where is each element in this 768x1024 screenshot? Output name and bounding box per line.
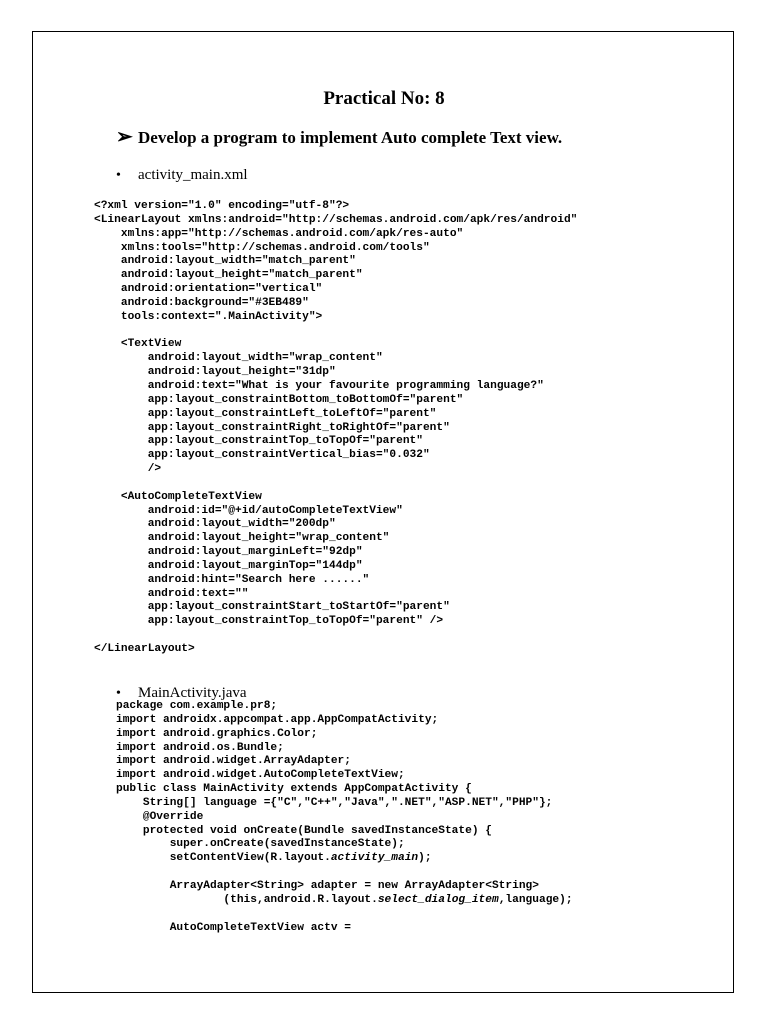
xml-file-heading	[116, 167, 248, 184]
code-line: import android.widget.AutoCompleteTextView;	[116, 769, 405, 782]
code-line: <TextView	[94, 338, 182, 351]
code-line: String[] language ={"C","C++","Java",".NET","ASP.NET","PHP"};	[116, 796, 553, 809]
code-line: </LinearLayout>	[94, 643, 195, 655]
code-line: android:id="@+id/autoCompleteTextView"	[94, 504, 403, 517]
code-line: <LinearLayout xmlns:android="http://schemas.android.com/apk/res/android"	[94, 213, 578, 226]
code-line: super.onCreate(savedInstanceState);	[116, 838, 405, 851]
code-line: app:layout_constraintTop_toTopOf="parent" />	[94, 615, 444, 628]
code-line: @Override	[116, 810, 204, 823]
java-file-label: MainActivity.java	[138, 685, 247, 701]
code-line: android:layout_marginTop="144dp"	[94, 559, 363, 572]
code-line: app:layout_constraintLeft_toLeftOf="parent"	[94, 407, 437, 420]
code-line: android:layout_height="31dp"	[94, 366, 336, 379]
code-line: android:hint="Search here ......"	[94, 573, 370, 586]
code-line: app:layout_constraintRight_toRightOf="parent"	[94, 421, 450, 434]
code-line: (this,android.R.layout.select_dialog_item,language);	[116, 893, 573, 906]
code-line: app:layout_constraintVertical_bias="0.032"	[94, 449, 430, 462]
code-line: android:layout_width="wrap_content"	[94, 352, 383, 365]
code-line: android:background="#3EB489"	[94, 296, 309, 309]
code-line: import android.widget.ArrayAdapter;	[116, 755, 351, 768]
code-line: protected void onCreate(Bundle savedInstanceState) {	[116, 824, 492, 837]
code-line: android:layout_width="match_parent"	[94, 255, 356, 268]
code-line: tools:context=".MainActivity">	[94, 310, 323, 323]
bullet-dot-icon: •	[116, 168, 121, 183]
code-line: <AutoCompleteTextView	[94, 490, 262, 503]
code-line: ArrayAdapter<String> adapter = new ArrayAdapter<String>	[116, 879, 539, 892]
code-line: import androidx.appcompat.app.AppCompatActivity;	[116, 713, 439, 726]
code-line: android:layout_height="match_parent"	[94, 269, 363, 282]
code-line: import android.os.Bundle;	[116, 741, 284, 754]
page-title: Practical No: 8	[323, 88, 445, 109]
xml-file-label: activity_main.xml	[138, 167, 248, 183]
code-line: public class MainActivity extends AppCompatActivity {	[116, 783, 472, 796]
bullet-dot-icon: •	[116, 686, 121, 701]
code-line: android:layout_width="200dp"	[94, 518, 336, 531]
code-line: android:layout_height="wrap_content"	[94, 532, 390, 545]
code-line: <?xml version="1.0" encoding="utf-8"?>	[94, 200, 350, 212]
arrow-bullet-icon: ➢	[116, 126, 133, 148]
code-line: xmlns:app="http://schemas.android.com/apk/res-auto"	[94, 227, 464, 240]
code-line: import android.graphics.Color;	[116, 727, 318, 740]
code-line: android:text="What is your favourite programming language?"	[94, 379, 544, 392]
code-line: AutoCompleteTextView actv =	[116, 921, 351, 934]
code-line: />	[94, 463, 162, 476]
code-line: app:layout_constraintStart_toStartOf="parent"	[94, 601, 450, 614]
task-heading	[116, 124, 562, 149]
code-line: package com.example.pr8;	[116, 700, 278, 712]
code-line: app:layout_constraintBottom_toBottomOf="parent"	[94, 393, 464, 406]
code-line: android:orientation="vertical"	[94, 283, 323, 296]
xml-code-block	[94, 200, 577, 657]
java-code-block	[116, 700, 573, 935]
code-line: xmlns:tools="http://schemas.android.com/tools"	[94, 241, 430, 254]
task-heading-text: Develop a program to implement Auto complete Text view.	[138, 128, 563, 147]
code-line: android:layout_marginLeft="92dp"	[94, 546, 363, 559]
code-line: app:layout_constraintTop_toTopOf="parent"	[94, 435, 423, 448]
code-line: setContentView(R.layout.activity_main);	[116, 852, 432, 865]
code-line: android:text=""	[94, 587, 249, 600]
